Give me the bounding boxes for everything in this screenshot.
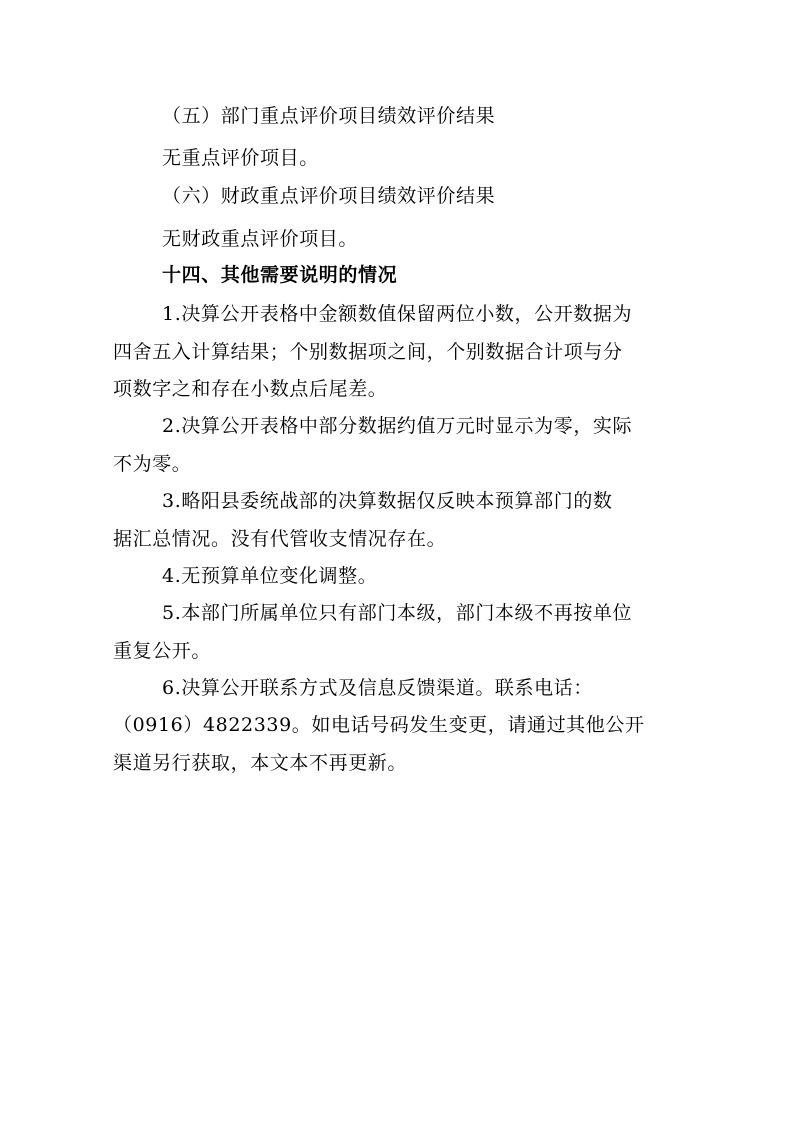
section-five-body: 无重点评价项目。 xyxy=(162,147,319,169)
item-3-line-1: 3.略阳县委统战部的决算数据仅反映本预算部门的数 xyxy=(162,490,613,512)
item-5-line-2: 重复公开。 xyxy=(113,640,212,662)
item-6-line-1: 6.决算公开联系方式及信息反馈渠道。联系电话： xyxy=(162,677,593,699)
item-2-line-2: 不为零。 xyxy=(113,453,192,475)
section-six-body: 无财政重点评价项目。 xyxy=(162,228,359,250)
item-4-line-1: 4.无预算单位变化调整。 xyxy=(162,565,378,587)
item-1-line-3: 项数字之和存在小数点后尾差。 xyxy=(113,378,388,400)
item-6-line-2: （0916）4822339。如电话号码发生变更，请通过其他公开 xyxy=(113,714,645,736)
item-5-line-1: 5.本部门所属单位只有部门本级，部门本级不再按单位 xyxy=(162,602,633,624)
section-fourteen-title: 十四、其他需要说明的情况 xyxy=(162,264,398,286)
section-six-title: （六）财政重点评价项目绩效评价结果 xyxy=(162,185,496,207)
item-1-line-1: 1.决算公开表格中金额数值保留两位小数，公开数据为 xyxy=(162,303,633,325)
item-2-line-1: 2.决算公开表格中部分数据约值万元时显示为零，实际 xyxy=(162,415,633,437)
item-6-line-3: 渠道另行获取，本文本不再更新。 xyxy=(113,752,408,774)
item-3-line-2: 据汇总情况。没有代管收支情况存在。 xyxy=(113,528,447,550)
item-1-line-2: 四舍五入计算结果；个别数据项之间，个别数据合计项与分 xyxy=(113,341,623,363)
section-five-title: （五）部门重点评价项目绩效评价结果 xyxy=(162,105,496,127)
